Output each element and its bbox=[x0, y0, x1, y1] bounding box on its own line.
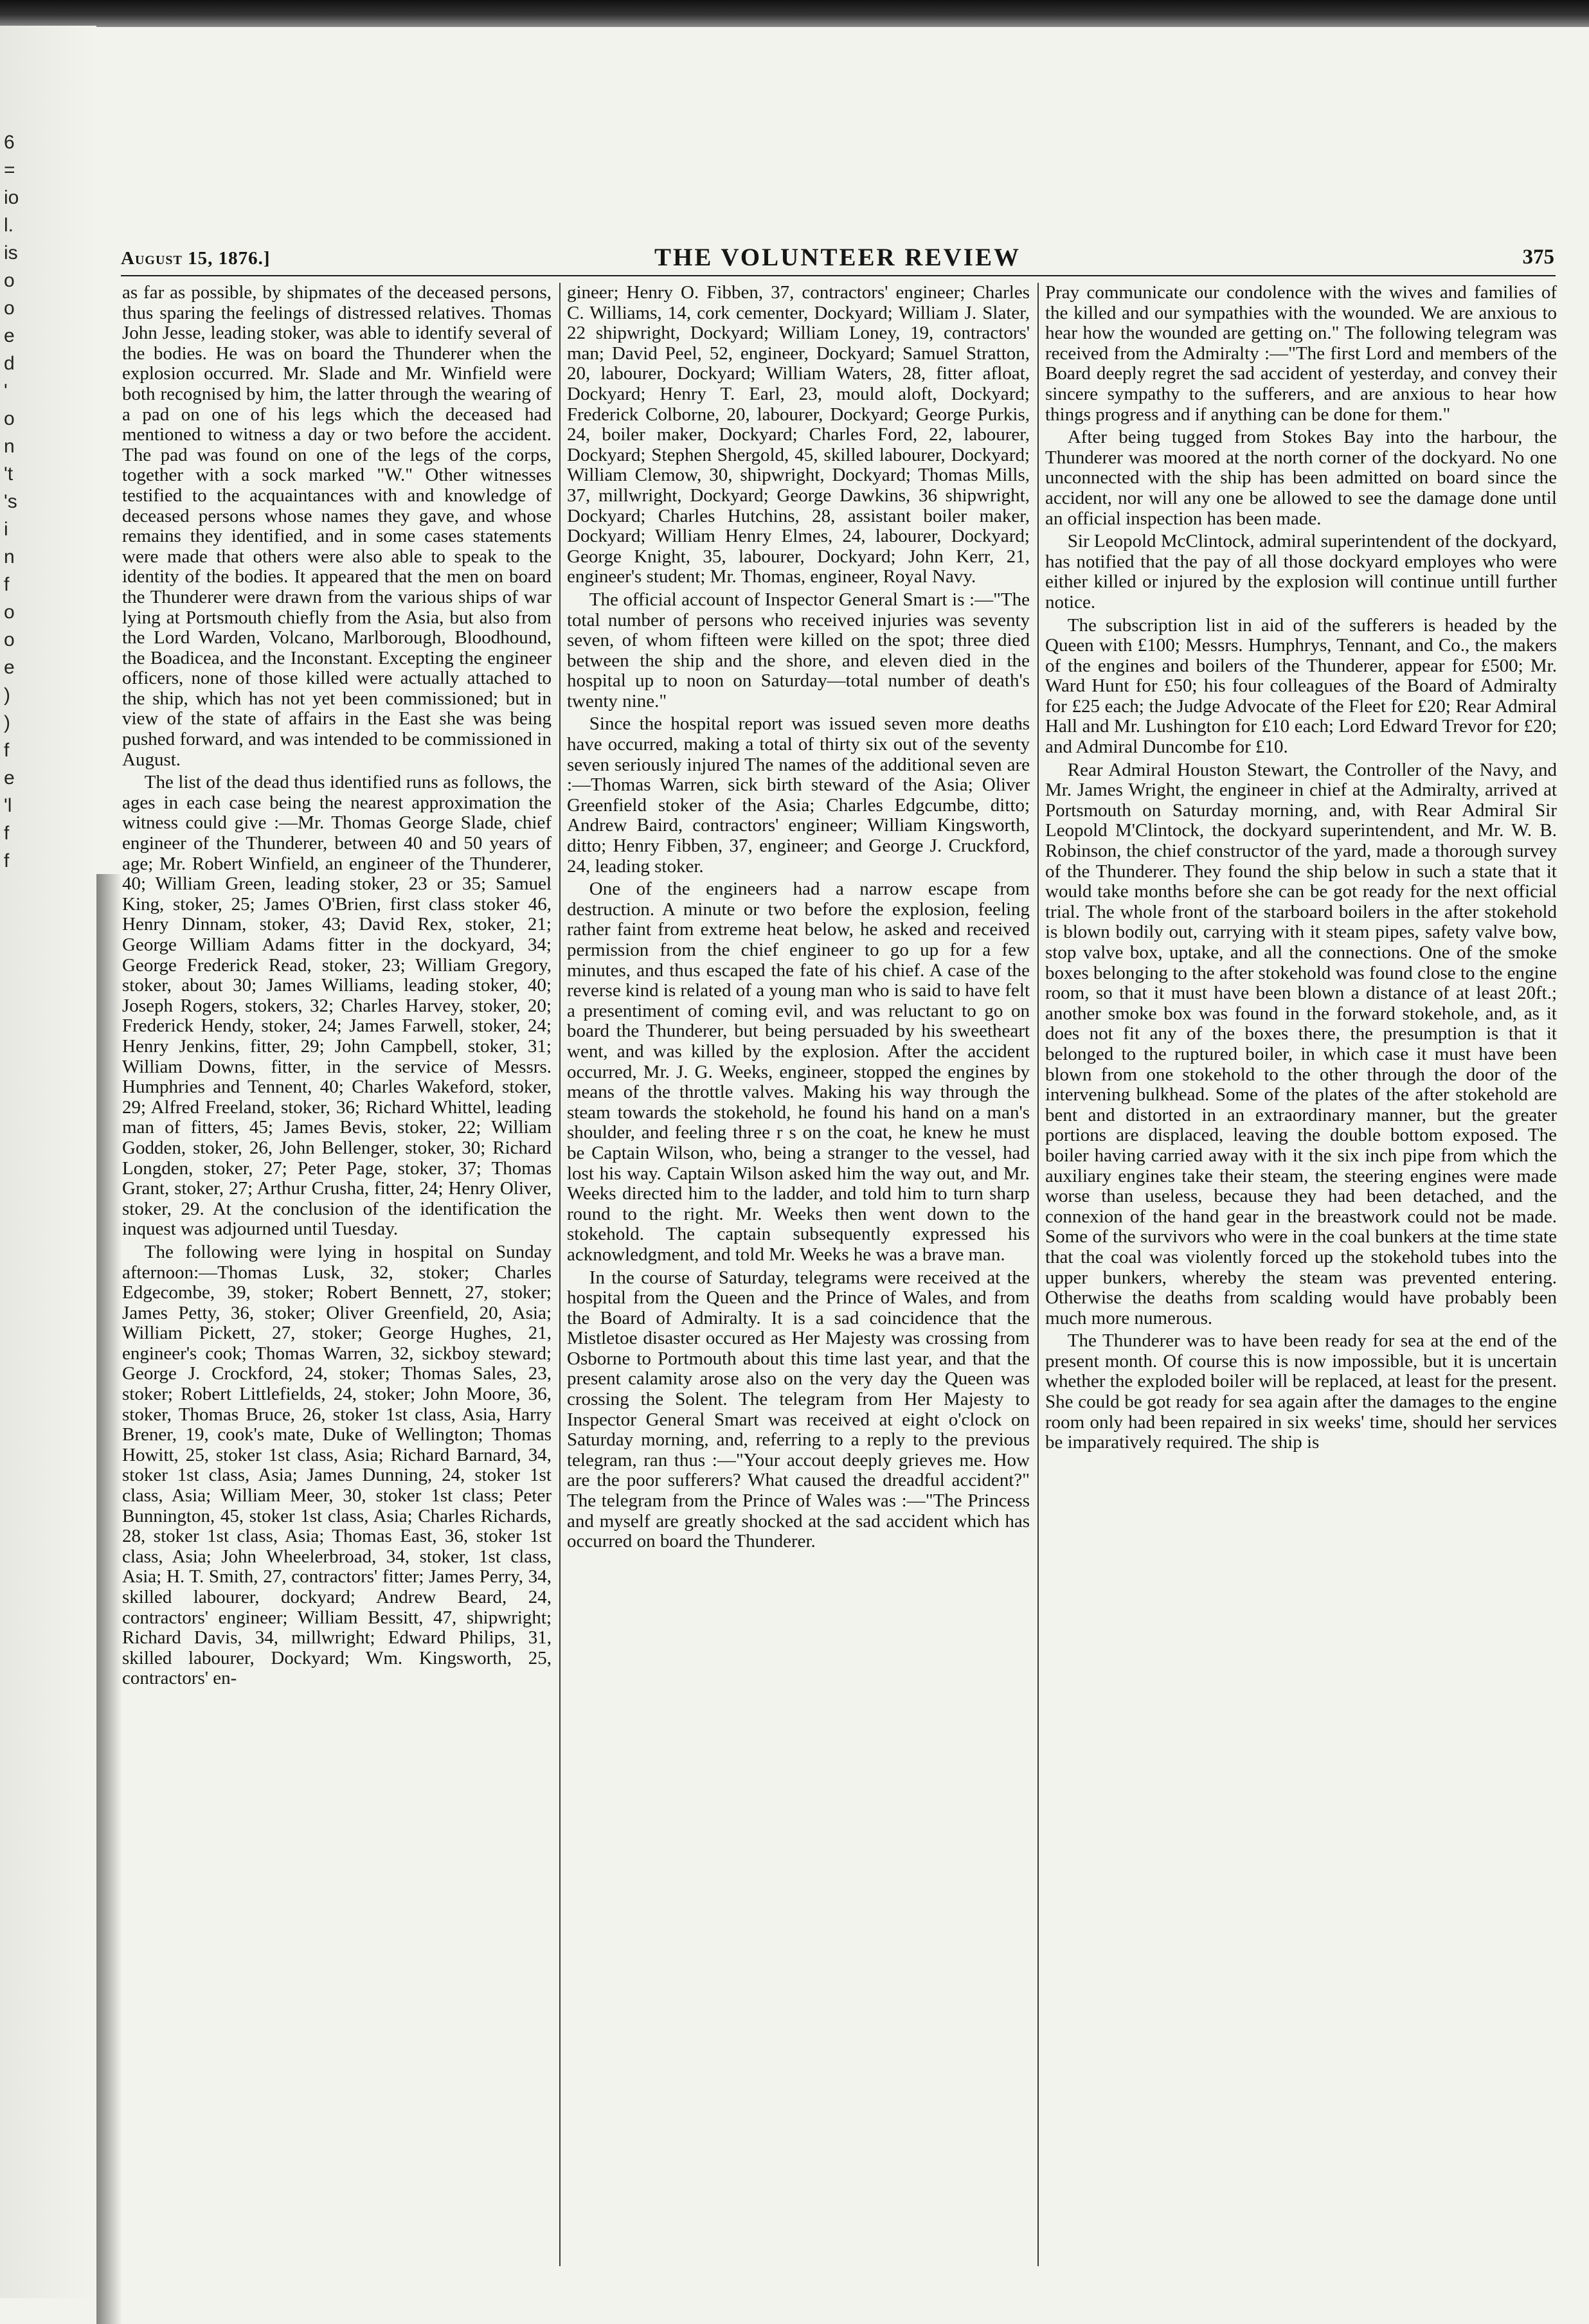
margin-fragment: o bbox=[4, 629, 15, 650]
issue-date: August 15, 1876.] bbox=[121, 248, 271, 269]
margin-fragment: o bbox=[4, 408, 15, 429]
column-3 bbox=[1045, 283, 1557, 2269]
article-paragraph: After being tugged from Stokes Bay into the harbour, the Thunderer was moored at the north corner of the dockyard. No one unconnected with the ship has been admitted on board since the accident, nor will any one be allowed to see the damage done until an official inspection has been made. bbox=[1045, 427, 1557, 529]
margin-fragment: ) bbox=[4, 712, 10, 733]
article-paragraph: Since the hospital report was issued seven more deaths have occurred, making a total of thirty six out of the seventy seven seriously injured The names of the additional seven are :—Thomas Warren, sick birth steward of the Asia; Oliver Greenfield stoker of the Asia; Charles Edgcumbe, ditto; Andrew Baird, contractors' engineer; William Kingsworth, ditto; Henry Fibben, 37, engineer; and George J. Cruckford, 24, leading stoker. bbox=[567, 713, 1030, 877]
margin-fragment: n bbox=[4, 546, 15, 568]
margin-fragment: i bbox=[4, 519, 8, 540]
article-paragraph: as far as possible, by shipmates of the deceased persons, thus sparing the feelings of distressed relatives. Thomas John Jesse, leading stoker, was able to identify several of the bodies. He was on board the Thunderer when the explosion occurred. Mr. Slade and Mr. Winfield were both recognised by him, the latter through the wearing of a pad on one of his legs which the deceased had mentioned to witness a day or two before the accident. The pad was found on one of the legs of the corps, together with a sock marked "W." Other witnesses testified to the acquaintances with and knowledge of deceased persons whose names they gave, and whose remains they identified, and in some cases statements were made that others were also able to speak to the identity of the bodies. It appeared that the men on board the Thunderer were drawn from the various ships of war lying at Portsmouth chiefly from the Asia, but also from the Lord Warden, Volcano, Marlborough, Bloodhound, the Boadicea, and the Inconstant. Excepting the engineer officers, none of those killed were actually attached to the ship, which has not yet been commissioned; but in view of the state of affairs in the East she was being pushed forward, and was intended to be commissioned in August. bbox=[122, 283, 552, 770]
scan-top-edge bbox=[0, 0, 1589, 27]
article-paragraph: gineer; Henry O. Fibben, 37, contractors' engineer; Charles C. Williams, 14, cork cementer, Dockyard; William J. Slater, 22 shipwright, Dockyard; William Loney, 19, contractors' man; David Peel, 52, engineer, Dockyard; Samuel Stratton, 20, labourer, Dockyard; William Waters, 28, fitter afloat, Dockyard; Henry T. Earl, 23, mould aloft, Dockyard; Frederick Colborne, 20, labourer, Dockyard; George Purkis, 24, boiler maker, Dockyard; Charles Ford, 22, labourer, Dockyard; Stephen Shergold, 45, skilled labourer, Dockyard; William Clemow, 30, shipwright, Dockyard; Thomas Mills, 37, millwright, Dockyard; George Dawkins, 36 shipwright, Dockyard; Charles Hutchins, 28, assistant boiler maker, Dockyard; William Henry Elmes, 24, labourer, Dockyard; George Knight, 35, labourer, Dockyard; John Kerr, 21, engineer's student; Mr. Thomas, engineer, Royal Navy. bbox=[567, 283, 1030, 587]
margin-fragment: l. bbox=[4, 215, 13, 236]
article-paragraph: Rear Admiral Houston Stewart, the Controller of the Navy, and Mr. James Wright, the engineer in chief at the Admiralty, arrived at Portsmouth on Saturday morning, and, with Rear Admiral Sir Leopold M'Clintock, the dockyard superintendent, and Mr. W. B. Robinson, the chief constructor of the yard, made a thorough survey of the Thunderer. They found the ship below in such a state that it would take months before she can be got ready for the next official trial. The whole front of the starboard boilers in the after stokehold is blown bodily out, carrying with it steam pipes, safety valve bow, stop valve box, uptake, and all the connections. One of the smoke boxes belonging to the after stokehold was found close to the engine room, so that it must have been blown a distance of at least 20ft.; another smoke box was found in the forward stokehole, and, as it does not fit any of the boxes there, the presumption is that it belonged to the ruptured boiler, in which case it must have been blown from one stokehold to the other through the door of the intervening bulkhead. Some of the plates of the after stokehold are bent and distorted in an extraordinary manner, but the greater portions are displaced, leaving the double bottom exposed. The boiler having carried away with it the six inch pipe from which the auxiliary engines take their steam, the steering engines were made worse than useless, because they had been detached, and the connexion of the hand gear in the breastwork could not be made. Some of the survivors who were in the coal bunkers at the time state that the coal was violently forced up the stokehold tubes into the upper bunkers, whereby the steam was prevented entering. Otherwise the deaths from scalding would have probably been much more numerous. bbox=[1045, 759, 1557, 1328]
margin-fragment: o bbox=[4, 270, 15, 291]
column-2 bbox=[567, 283, 1030, 2269]
article-paragraph: One of the engineers had a narrow escape from destruction. A minute or two before the explosion, feeling rather faint from extreme heat below, he asked and received permission from the chief engineer to go up for a few minutes, and thus escaped the fate of his chief. A case of the reverse kind is related of a young man who is said to have felt a presentiment of coming evil, and was reluctant to go on board the Thunderer, but being persuaded by his sweetheart went, and was killed by the explosion. After the accident occurred, Mr. J. G. Weeks, engineer, stopped the engines by means of the throttle valves. Making his way through the steam towards the stokehold, he found his hand on a man's shoulder, and feeling three r s on the coat, he knew he must be Captain Wilson, who, being a stranger to the vessel, had lost his way. Captain Wilson asked him the way out, and Mr. Weeks directed him to the ladder, and told him to turn sharp round to the right. Mr. Weeks then went down to the stokehold. The captain subsequently expressed his acknowledgment, and told Mr. Weeks he was a brave man. bbox=[567, 879, 1030, 1265]
margin-fragment: e bbox=[4, 657, 15, 678]
page-number: 375 bbox=[1522, 246, 1554, 269]
journal-title: THE VOLUNTEER REVIEW bbox=[654, 244, 1021, 271]
margin-fragment: e bbox=[4, 767, 15, 789]
binding-shadow bbox=[96, 874, 122, 2324]
margin-fragment: 'l bbox=[4, 795, 12, 816]
margin-fragment: f bbox=[4, 574, 10, 595]
margin-fragment: f bbox=[4, 740, 10, 761]
article-paragraph: The official account of Inspector General Smart is :—"The total number of persons who received injuries was seventy seven, of whom fifteen were killed on the spot; three died between the ship and the shore, and eleven died in the hospital up to noon on Saturday—total number of death's twenty nine." bbox=[567, 589, 1030, 711]
column-divider-2 bbox=[1037, 283, 1039, 2266]
margin-fragment: is bbox=[4, 242, 18, 264]
column-divider-1 bbox=[559, 283, 561, 2266]
margin-fragment: ' bbox=[4, 380, 8, 402]
margin-fragment: = bbox=[4, 159, 15, 181]
page-header bbox=[121, 243, 1554, 273]
margin-fragment: e bbox=[4, 325, 15, 346]
article-paragraph: In the course of Saturday, telegrams were received at the hospital from the Queen and the Prince of Wales, and from the Board of Admiralty. It is a sad coincidence that the Mistletoe disaster occured as Her Majesty was crossing from Osborne to Portmouth about this time last year, and that the present calamity arose also on the very day the Queen was crossing the Solent. The telegram from Her Majesty to Inspector General Smart was received at eight o'clock on Saturday morning, and, referring to a reply to the previous telegram, ran thus :—"Your accout deeply grieves me. How are the poor sufferers? What caused the dreadful accident?" The telegram from the Prince of Wales was :—"The Princess and myself are greatly shocked at the sad accident which has occurred on board the Thunderer. bbox=[567, 1267, 1030, 1552]
margin-fragment: f bbox=[4, 823, 10, 844]
margin-fragment: 's bbox=[4, 491, 17, 512]
article-paragraph: Pray communicate our condolence with the wives and families of the killed and our sympathies with the wounded. We are anxious to hear how the wounded are getting on." The following telegram was received from the Admiralty :—"The first Lord and members of the Board deeply regret the sad accident of yesterday, and convey their sincere sympathy to the sufferers, and are anxious to hear how things progress and if anything can be done for them." bbox=[1045, 283, 1557, 425]
article-paragraph: The list of the dead thus identified runs as follows, the ages in each case being the nearest approximation the witness could give :—Mr. Thomas George Slade, chief engineer of the Thunderer, between 40 and 50 years of age; Mr. Robert Winfield, an engineer of the Thunderer, 40; William Green, leading stoker, 23 or 35; Samuel King, stoker, 25; James O'Brien, first class stoker 46, Henry Dinnam, stoker, 43; David Rex, stoker, 21; George William Adams fitter in the dockyard, 34; George Frederick Read, stoker, 23; William Gregory, stoker, about 30; James Williams, leading stoker, 40; Joseph Rogers, stokers, 32; Charles Harvey, stoker, 20; Frederick Hendy, stoker, 24; James Farwell, stoker, 24; Henry Jenkins, fitter, 29; John Campbell, stoker, 31; William Downs, fitter, in the service of Messrs. Humphries and Tennent, 40; Charles Wakeford, stoker, 29; Alfred Freeland, stoker, 36; Richard Whittel, leading man of fitters, 45; James Bevis, stoker, 22; William Godden, stoker, 26, John Bellenger, stoker, 30; Richard Longden, stoker, 27; Peter Page, stoker, 37; Thomas Grant, stoker, 27; Arthur Crusha, fitter, 24; Henry Oliver, stoker, 29. At the conclusion of the identification the inquest was adjourned until Tuesday. bbox=[122, 772, 552, 1240]
column-1 bbox=[122, 283, 552, 2269]
margin-fragment: 6 bbox=[4, 132, 15, 153]
margin-fragment: ) bbox=[4, 684, 10, 706]
header-rule bbox=[121, 275, 1556, 276]
article-paragraph: The Thunderer was to have been ready for sea at the end of the present month. Of course this is now impossible, but it is uncertain whether the exploded boiler will be replaced, at least for the present. She could be got ready for sea again after the damages to the engine room only had been repaired in six weeks' time, should her services be imparatively required. The ship is bbox=[1045, 1330, 1557, 1453]
margin-fragment: o bbox=[4, 602, 15, 623]
article-paragraph: The following were lying in hospital on Sunday afternoon:—Thomas Lusk, 32, stoker; Charles Edgecombe, 39, stoker; Robert Bennett, 27, stoker; James Petty, 36, stoker; Oliver Greenfield, 20, Asia; William Pickett, 27, stoker; George Hughes, 21, engineer's cook; Thomas Warren, 32, sickboy steward; George J. Crockford, 24, stoker; Thomas Sales, 23, stoker; Robert Littlefields, 24, stoker; John Moore, 36, stoker, Thomas Bruce, 26, stoker 1st class, Asia, Harry Brener, 19, cook's mate, Duke of Wellington; Thomas Howitt, 25, stoker 1st class, Asia; Richard Barnard, 34, stoker 1st class, Asia; James Dunning, 24, stoker 1st class, Asia; William Meer, 30, stoker 1st class; Peter Bunnington, 45, stoker 1st class, Asia; Charles Richards, 28, stoker 1st class, Asia; Thomas East, 36, stoker 1st class, Asia; John Wheelerbroad, 34, stoker, 1st class, Asia; H. T. Smith, 27, contractors' fitter; James Perry, 34, skilled labourer, dockyard; Andrew Beard, 24, contractors' engineer; William Bessitt, 47, shipwright; Richard Davis, 34, millwright; Edward Philips, 31, skilled labourer, Dockyard; Wm. Kingsworth, 25, contractors' en- bbox=[122, 1241, 552, 1689]
article-paragraph: Sir Leopold McClintock, admiral superintendent of the dockyard, has notified that the pay of all those dockyard employes who were either killed or injured by the explosion will continue untill further notice. bbox=[1045, 531, 1557, 612]
margin-fragment: 't bbox=[4, 463, 13, 485]
margin-fragment: n bbox=[4, 436, 15, 457]
margin-fragment: f bbox=[4, 850, 10, 872]
margin-fragment: o bbox=[4, 298, 15, 319]
margin-fragment: d bbox=[4, 353, 15, 374]
margin-fragments bbox=[4, 129, 23, 875]
margin-fragment: io bbox=[4, 187, 19, 208]
article-paragraph: The subscription list in aid of the sufferers is headed by the Queen with £100; Messrs. Humphrys, Tennant, and Co., the makers of the engines and boilers of the Thunderer, appear for £500; Mr. Ward Hunt for £50; his four colleagues of the Board of Admiralty for £25 each; the Judge Advocate of the Fleet for £20; Rear Admiral Hall and Mr. Lushington for £10 each; Lord Edward Trevor for £20; and Admiral Duncombe for £10. bbox=[1045, 614, 1557, 758]
